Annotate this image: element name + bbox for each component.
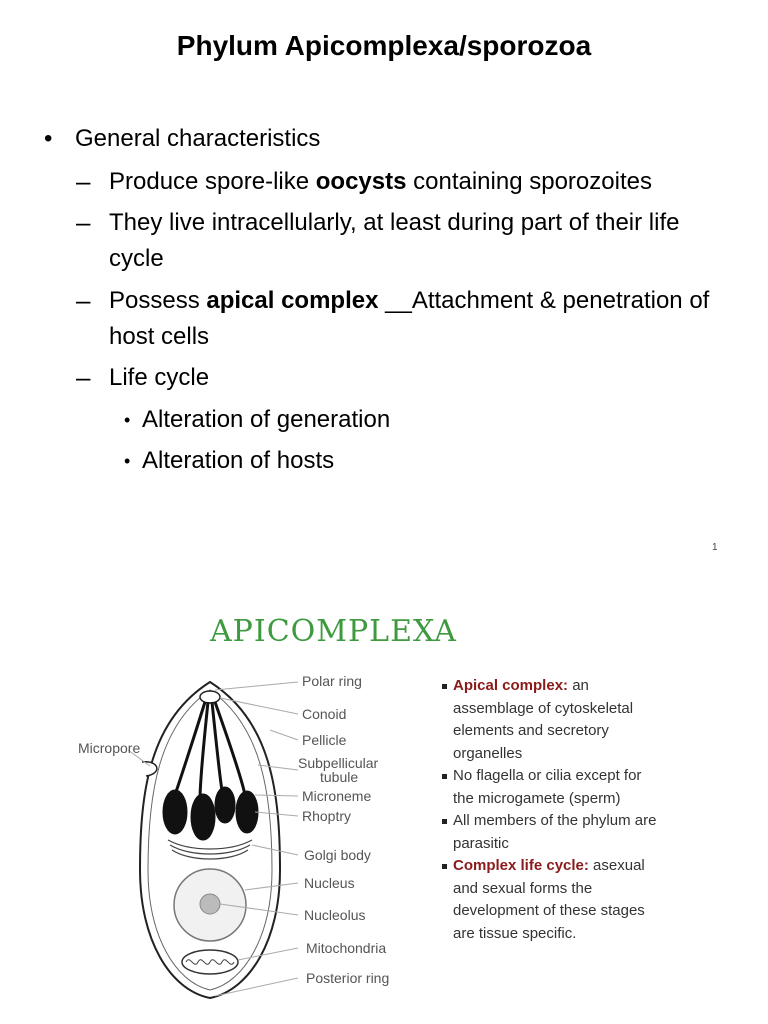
dash-mark: – bbox=[76, 362, 91, 392]
sub-bullet-text bbox=[109, 164, 719, 200]
note-text: No flagella or cilia except for the microgamete (sperm) bbox=[453, 767, 642, 807]
sub-sub-bullet-text: Alteration of hosts bbox=[142, 447, 335, 474]
label-mitochondria: Mitochondria bbox=[306, 940, 387, 956]
nucleolus-shape bbox=[200, 894, 220, 914]
square-bullet bbox=[442, 864, 447, 869]
label-conoid: Conoid bbox=[302, 706, 347, 722]
bullet-dot: • bbox=[124, 410, 131, 430]
sub-bullet-text bbox=[109, 205, 719, 277]
bullet-dot: • bbox=[124, 451, 131, 471]
label-line: Subpellicular bbox=[298, 755, 379, 771]
label-posterior-ring: Posterior ring bbox=[306, 970, 390, 986]
text-part: containing sporozoites bbox=[406, 168, 652, 195]
label-golgi-body: Golgi body bbox=[304, 847, 371, 863]
sub-bullet-text: Life cycle bbox=[109, 364, 210, 391]
bold-term: oocysts bbox=[315, 168, 407, 195]
slide-2 bbox=[0, 590, 768, 1024]
conoid-shape bbox=[200, 691, 220, 703]
text-part: Possess bbox=[109, 287, 207, 314]
dash-mark: – bbox=[76, 207, 91, 237]
label-nucleus: Nucleus bbox=[304, 875, 355, 891]
dash-mark: – bbox=[76, 285, 91, 315]
label-micropore: Micropore bbox=[78, 740, 141, 756]
dash-mark: – bbox=[76, 166, 91, 196]
text-part: __Attachment & penetration of host cells bbox=[109, 287, 710, 350]
label-pellicle: Pellicle bbox=[302, 732, 347, 748]
mitochondrion-shape bbox=[182, 950, 238, 974]
page-number: 1 bbox=[712, 542, 718, 553]
bullet-text: General characteristics bbox=[75, 125, 321, 152]
square-bullet bbox=[442, 774, 447, 779]
label-subpellicular-tubule bbox=[298, 756, 378, 784]
label-rhoptry: Rhoptry bbox=[302, 808, 352, 824]
bold-term: apical complex bbox=[206, 287, 379, 314]
note-life-cycle bbox=[442, 855, 662, 945]
note-text: All members of the phylum are parasitic bbox=[453, 812, 657, 852]
sub-sub-bullet-text: Alteration of generation bbox=[142, 406, 391, 433]
apicomplexa-cell-diagram bbox=[0, 590, 440, 1024]
label-microneme: Microneme bbox=[302, 788, 372, 804]
square-bullet bbox=[442, 684, 447, 689]
text-part: Produce spore-like bbox=[109, 168, 316, 195]
sub-bullet-text bbox=[109, 283, 719, 355]
note-apical-complex bbox=[442, 675, 662, 765]
note-parasitic bbox=[442, 810, 662, 855]
square-bullet bbox=[442, 819, 447, 824]
label-nucleolus: Nucleolus bbox=[304, 907, 366, 923]
note-highlight: Apical complex: bbox=[453, 677, 569, 694]
bullet-dot: • bbox=[44, 125, 53, 152]
note-highlight: Complex life cycle: bbox=[453, 857, 589, 874]
label-polar-ring: Polar ring bbox=[302, 673, 362, 689]
diagram-title: APICOMPLEXA bbox=[210, 614, 457, 649]
note-flagella bbox=[442, 765, 662, 810]
note-text: an assemblage of cytoskeletal elements and secretory organelles bbox=[453, 677, 634, 762]
slide-title: Phylum Apicomplexa/sporozoa bbox=[176, 30, 592, 61]
note-text: asexual and sexual forms the development of these stages are tissue specific. bbox=[453, 857, 645, 942]
label-line: tubule bbox=[320, 769, 359, 785]
text-part: They live intracellularly, at least during part of their life cycle bbox=[109, 209, 680, 272]
apicomplexa-notes bbox=[442, 675, 662, 945]
